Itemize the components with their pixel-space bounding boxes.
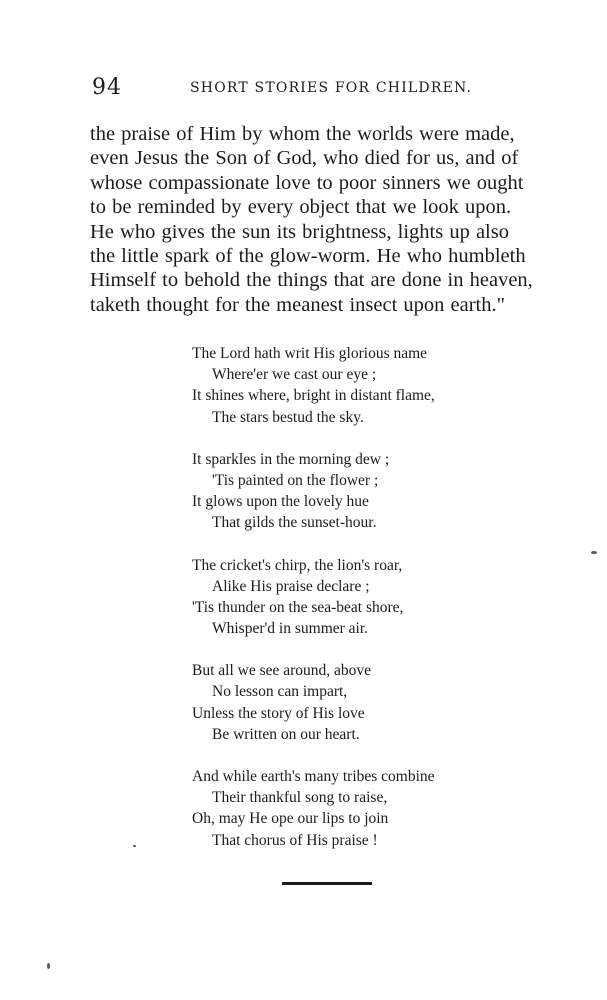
prose-line: to be reminded by every object that we look upon. [90, 196, 512, 219]
verse-line: Alike His praise declare ; [212, 577, 370, 595]
verse-line: It shines where, bright in distant flame, [192, 387, 435, 405]
verse-line: Oh, may He ope our lips to join [192, 810, 389, 828]
prose-line: even Jesus the Son of God, who died for us, and of [90, 147, 519, 170]
paper-speck [47, 963, 50, 969]
section-divider [282, 882, 372, 885]
verse-line: Their thankful song to raise, [212, 789, 388, 807]
verse-line: 'Tis painted on the flower ; [212, 471, 379, 489]
poem-stanza [192, 555, 435, 640]
poem-stanza [192, 766, 435, 851]
prose-line: taketh thought for the meanest insect upon earth." [90, 293, 505, 316]
verse-line: No lesson can impart, [212, 683, 348, 701]
poem [192, 343, 435, 872]
paper-speck [591, 551, 597, 554]
page-number: 94 [92, 75, 122, 100]
verse-line: The Lord hath writ His glorious name [192, 345, 428, 362]
prose-line: the praise of Him by whom the worlds were made, [90, 123, 515, 145]
poem-stanza [192, 449, 435, 534]
poem-stanza [192, 343, 435, 428]
poem-stanza [192, 660, 435, 745]
verse-line: 'Tis thunder on the sea-beat shore, [192, 598, 404, 616]
verse-line: It glows upon the lovely hue [192, 493, 369, 511]
verse-line: And while earth's many tribes combine [192, 768, 435, 785]
prose-line: the little spark of the glow-worm. He who humbleth [90, 244, 526, 267]
verse-line: Where'er we cast our eye ; [212, 366, 377, 384]
paper-speck [133, 845, 136, 847]
prose-line: Himself to behold the things that are done in heaven, [90, 269, 533, 292]
verse-line: Whisper'd in summer air. [212, 620, 369, 638]
verse-line: Unless the story of His love [192, 704, 365, 722]
prose-line: He who gives the sun its brightness, lights up also [90, 220, 509, 243]
prose-paragraph [90, 122, 550, 317]
verse-line: That gilds the sunset-hour. [212, 514, 377, 532]
verse-line: It sparkles in the morning dew ; [192, 450, 390, 468]
running-title: SHORT STORIES FOR CHILDREN. [190, 80, 473, 96]
verse-line: The cricket's chirp, the lion's roar, [192, 556, 403, 574]
verse-line: Be written on our heart. [212, 725, 360, 743]
prose-line: whose compassionate love to poor sinners we ought [90, 171, 524, 194]
verse-line: That chorus of His praise ! [212, 831, 378, 849]
verse-line: But all we see around, above [192, 662, 372, 680]
verse-line: The stars bestud the sky. [212, 408, 364, 426]
